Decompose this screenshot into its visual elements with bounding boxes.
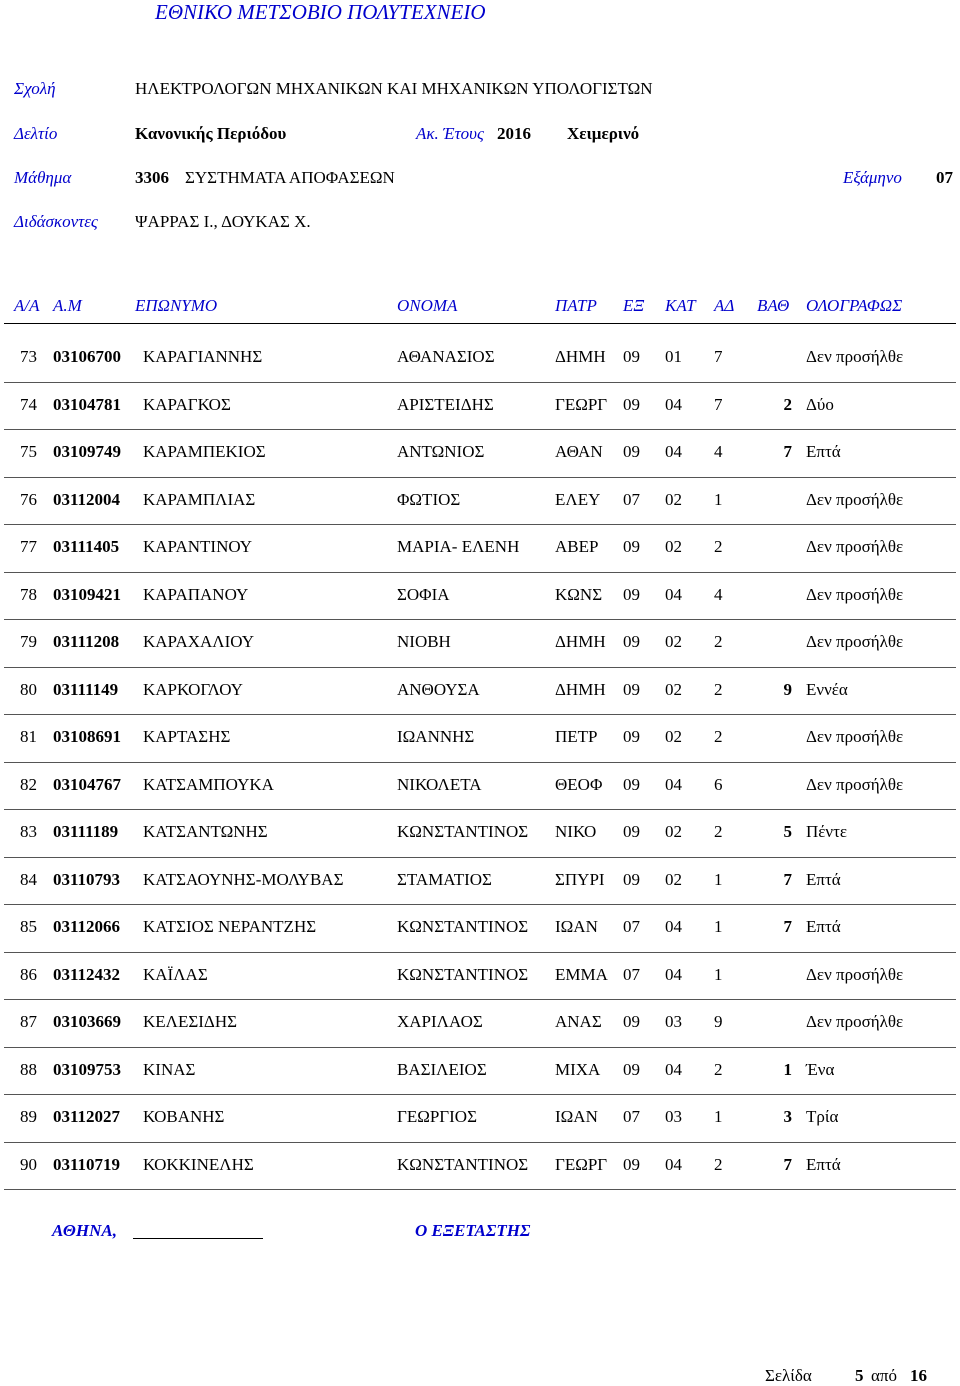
row-patr: ΙΩΑΝ <box>555 917 598 936</box>
table-row <box>0 478 960 526</box>
row-aa: 83 <box>20 822 37 841</box>
row-vath: 7 <box>783 442 792 461</box>
season-value: Χειμερινό <box>567 124 640 143</box>
row-am: 03112066 <box>53 917 121 936</box>
row-words: Ένα <box>806 1059 835 1079</box>
row-words: Δεν προσήλθε <box>806 489 904 509</box>
row-kat: 04 <box>665 394 682 414</box>
row-name: ΜΑΡΙΑ- ΕΛΕΝΗ <box>397 537 520 556</box>
row-aa: 78 <box>20 584 37 604</box>
row-ad: 2 <box>714 822 723 841</box>
row-ad: 2 <box>714 727 723 746</box>
row-ad: 1 <box>714 1107 723 1126</box>
row-name: ΑΝΘΟΥΣΑ <box>397 679 480 699</box>
row-ex: 09 <box>623 584 640 604</box>
row-aa: 77 <box>20 537 37 556</box>
row-patr: ΑΝΑΣ <box>555 1012 602 1031</box>
col-surname: ΕΠΩΝΥΜΟ <box>135 296 218 315</box>
col-patr: ΠΑΤΡ <box>555 296 597 315</box>
table-row <box>0 763 960 811</box>
row-surname: ΚΑΤΣΙΟΣ ΝΕΡΑΝΤΖΗΣ <box>143 917 317 936</box>
row-am: 03108691 <box>53 727 121 746</box>
row-am: 03103669 <box>53 1012 121 1031</box>
row-ex: 09 <box>623 1012 640 1031</box>
row-ex: 09 <box>623 537 640 556</box>
header-divider <box>4 323 956 324</box>
row-aa: 74 <box>20 394 37 414</box>
year-label: Ακ. Έτους <box>416 124 484 143</box>
row-ad: 1 <box>714 489 723 509</box>
table-row <box>0 668 960 716</box>
date-signature-line <box>133 1238 263 1239</box>
row-ad: 7 <box>714 347 723 366</box>
row-ex: 09 <box>623 869 640 889</box>
row-surname: ΚΟΚΚΙΝΕΛΗΣ <box>143 1154 254 1174</box>
table-row <box>0 573 960 621</box>
row-ad: 1 <box>714 964 723 984</box>
course-code: 3306 <box>135 168 169 187</box>
row-words: Δεν προσήλθε <box>806 727 904 746</box>
row-am: 03111208 <box>53 632 120 651</box>
row-ad: 2 <box>714 679 723 699</box>
row-vath: 7 <box>783 869 792 889</box>
row-vath: 1 <box>783 1059 792 1079</box>
row-name: ΒΑΣΙΛΕΙΟΣ <box>397 1059 487 1079</box>
row-am: 03112027 <box>53 1107 121 1126</box>
row-ex: 07 <box>623 1107 640 1126</box>
row-aa: 85 <box>20 917 37 936</box>
row-aa: 81 <box>20 727 37 746</box>
table-row <box>0 905 960 953</box>
row-vath: 9 <box>783 679 792 699</box>
row-surname: ΚΑΡΑΓΚΟΣ <box>143 394 231 414</box>
row-name: ΑΘΑΝΑΣΙΟΣ <box>397 347 495 366</box>
row-surname: ΚΑΤΣΑΝΤΩΝΗΣ <box>143 822 268 841</box>
course-label: Μάθημα <box>14 168 72 187</box>
table-row <box>0 715 960 763</box>
row-words: Δεν προσήλθε <box>806 584 904 604</box>
row-kat: 02 <box>665 727 682 746</box>
row-am: 03104781 <box>53 394 121 414</box>
row-aa: 89 <box>20 1107 37 1126</box>
row-name: ΙΩΑΝΝΗΣ <box>397 727 475 746</box>
row-words: Επτά <box>806 1154 841 1174</box>
row-name: ΚΩΝΣΤΑΝΤΙΝΟΣ <box>397 822 529 841</box>
table-row <box>0 525 960 573</box>
row-ex: 09 <box>623 1154 640 1174</box>
page-of: από <box>871 1366 897 1385</box>
row-ex: 09 <box>623 822 640 841</box>
school-value: ΗΛΕΚΤΡΟΛΟΓΩΝ ΜΗΧΑΝΙΚΩΝ ΚΑΙ ΜΗΧΑΝΙΚΩΝ ΥΠΟΛΟΓΙΣΤΩΝ <box>135 79 653 98</box>
row-surname: ΚΑΪΛΑΣ <box>143 964 208 984</box>
row-ad: 2 <box>714 537 723 556</box>
row-ex: 09 <box>623 632 640 651</box>
row-name: ΑΝΤΩΝΙΟΣ <box>397 442 485 461</box>
row-patr: ΜΙΧΑ <box>555 1059 601 1079</box>
row-kat: 02 <box>665 679 682 699</box>
row-kat: 02 <box>665 537 682 556</box>
row-aa: 86 <box>20 964 37 984</box>
col-name: ΟΝΟΜΑ <box>397 296 458 315</box>
row-name: ΣΤΑΜΑΤΙΟΣ <box>397 869 492 889</box>
footer-examiner: Ο ΕΞΕΤΑΣΤΗΣ <box>415 1221 531 1240</box>
row-words: Δύο <box>806 394 834 414</box>
row-am: 03110719 <box>53 1154 121 1174</box>
table-row <box>0 335 960 383</box>
row-surname: ΚΕΛΕΣΙΔΗΣ <box>143 1012 238 1031</box>
row-divider <box>4 1189 956 1190</box>
row-aa: 87 <box>20 1012 37 1031</box>
row-ex: 09 <box>623 774 640 794</box>
row-ex: 09 <box>623 442 640 461</box>
col-ad: ΑΔ <box>714 296 735 315</box>
row-aa: 73 <box>20 347 37 366</box>
school-label: Σχολή <box>14 79 56 98</box>
row-kat: 03 <box>665 1107 682 1126</box>
row-surname: ΚΑΡΑΜΠΕΚΙΟΣ <box>143 442 266 461</box>
row-surname: ΚΑΡΑΓΙΑΝΝΗΣ <box>143 347 263 366</box>
row-aa: 75 <box>20 442 37 461</box>
row-patr: ΙΩΑΝ <box>555 1107 598 1126</box>
row-am: 03109749 <box>53 442 121 461</box>
table-row <box>0 430 960 478</box>
row-ex: 09 <box>623 394 640 414</box>
university-title: ΕΘΝΙΚΟ ΜΕΤΣΟΒΙΟ ΠΟΛΥΤΕΧΝΕΙΟ <box>155 0 486 24</box>
row-am: 03104767 <box>53 774 121 794</box>
row-am: 03111189 <box>53 822 119 841</box>
col-ex: ΕΞ <box>623 296 645 315</box>
row-name: ΧΑΡΙΛΑΟΣ <box>397 1012 483 1031</box>
row-ex: 09 <box>623 679 640 699</box>
bulletin-value: Κανονικής Περιόδου <box>135 124 287 143</box>
row-ad: 2 <box>714 632 723 651</box>
row-patr: ΝΙΚΟ <box>555 822 597 841</box>
row-kat: 02 <box>665 822 682 841</box>
row-ad: 9 <box>714 1012 723 1031</box>
row-surname: ΚΑΡΑΠΑΝΟΥ <box>143 584 249 604</box>
row-patr: ΕΜΜΑ <box>555 964 608 984</box>
row-kat: 04 <box>665 917 682 936</box>
table-row <box>0 620 960 668</box>
row-surname: ΚΟΒΑΝΗΣ <box>143 1107 225 1126</box>
row-ex: 07 <box>623 964 640 984</box>
table-row <box>0 810 960 858</box>
row-am: 03106700 <box>53 347 121 366</box>
row-words: Επτά <box>806 869 841 889</box>
row-am: 03109753 <box>53 1059 121 1079</box>
row-name: ΓΕΩΡΓΙΟΣ <box>397 1107 477 1126</box>
row-name: ΝΙΚΟΛΕΤΑ <box>397 774 482 794</box>
row-ad: 6 <box>714 774 723 794</box>
row-kat: 04 <box>665 442 682 461</box>
row-ad: 4 <box>714 442 723 461</box>
col-kat: ΚΑΤ <box>665 296 696 315</box>
row-ad: 4 <box>714 584 723 604</box>
row-words: Δεν προσήλθε <box>806 964 904 984</box>
row-am: 03110793 <box>53 869 121 889</box>
col-am: Α.Μ <box>53 296 82 315</box>
row-am: 03112004 <box>53 489 121 509</box>
row-ex: 09 <box>623 347 640 366</box>
teachers-label: Διδάσκοντες <box>14 212 98 231</box>
row-kat: 04 <box>665 584 682 604</box>
row-vath: 3 <box>783 1107 792 1126</box>
row-ex: 07 <box>623 917 640 936</box>
row-ad: 2 <box>714 1059 723 1079</box>
col-words: ΟΛΟΓΡΑΦΩΣ <box>806 296 903 315</box>
row-name: ΣΟΦΙΑ <box>397 584 450 604</box>
row-vath: 7 <box>783 917 792 936</box>
row-surname: ΚΙΝΑΣ <box>143 1059 196 1079</box>
row-patr: ΓΕΩΡΓ <box>555 394 608 414</box>
row-aa: 90 <box>20 1154 37 1174</box>
row-words: Δεν προσήλθε <box>806 537 904 556</box>
row-words: Δεν προσήλθε <box>806 774 904 794</box>
row-ex: 09 <box>623 1059 640 1079</box>
row-words: Επτά <box>806 442 841 461</box>
row-kat: 03 <box>665 1012 682 1031</box>
page-total: 16 <box>910 1366 927 1385</box>
row-am: 03111149 <box>53 679 119 699</box>
row-patr: ΑΘΑΝ <box>555 442 603 461</box>
row-kat: 04 <box>665 1059 682 1079</box>
row-surname: ΚΑΡΑΧΑΛΙΟΥ <box>143 632 254 651</box>
row-aa: 80 <box>20 679 37 699</box>
table-row <box>0 1048 960 1096</box>
row-words: Πέντε <box>806 822 848 841</box>
row-ad: 1 <box>714 869 723 889</box>
row-ad: 2 <box>714 1154 723 1174</box>
row-name: ΑΡΙΣΤΕΙΔΗΣ <box>397 394 494 414</box>
row-name: ΦΩΤΙΟΣ <box>397 489 461 509</box>
table-row <box>0 1095 960 1143</box>
semester-value: 07 <box>936 168 953 187</box>
row-patr: ΠΕΤΡ <box>555 727 598 746</box>
bulletin-label: Δελτίο <box>14 124 58 143</box>
table-row <box>0 383 960 431</box>
row-am: 03111405 <box>53 537 120 556</box>
year-value: 2016 <box>497 124 531 143</box>
row-name: ΚΩΝΣΤΑΝΤΙΝΟΣ <box>397 917 529 936</box>
row-aa: 76 <box>20 489 37 509</box>
row-words: Δεν προσήλθε <box>806 632 904 651</box>
row-aa: 88 <box>20 1059 37 1079</box>
page-current: 5 <box>855 1366 864 1385</box>
row-vath: 2 <box>783 394 792 414</box>
footer-city: ΑΘΗΝΑ, <box>52 1221 117 1240</box>
row-name: ΚΩΝΣΤΑΝΤΙΝΟΣ <box>397 1154 529 1174</box>
course-name: ΣΥΣΤΗΜΑΤΑ ΑΠΟΦΑΣΕΩΝ <box>185 168 395 187</box>
table-row <box>0 953 960 1001</box>
row-patr: ΕΛΕΥ <box>555 489 601 509</box>
row-kat: 04 <box>665 964 682 984</box>
row-words: Επτά <box>806 917 841 936</box>
row-surname: ΚΑΡΑΝΤΙΝΟΥ <box>143 537 253 556</box>
row-surname: ΚΑΡΚΟΓΛΟΥ <box>143 679 243 699</box>
row-ex: 09 <box>623 727 640 746</box>
row-surname: ΚΑΡΤΑΣΗΣ <box>143 727 231 746</box>
row-kat: 02 <box>665 632 682 651</box>
row-patr: ΑΒΕΡ <box>555 537 599 556</box>
row-ad: 7 <box>714 394 723 414</box>
teachers-value: ΨΑΡΡΑΣ Ι., ΔΟΥΚΑΣ Χ. <box>135 212 311 231</box>
row-kat: 04 <box>665 1154 682 1174</box>
table-row <box>0 1000 960 1048</box>
row-patr: ΔΗΜΗ <box>555 632 606 651</box>
row-kat: 02 <box>665 489 682 509</box>
row-words: Εννέα <box>806 679 848 699</box>
row-words: Δεν προσήλθε <box>806 1012 904 1031</box>
row-aa: 82 <box>20 774 37 794</box>
row-kat: 04 <box>665 774 682 794</box>
col-vath: ΒΑΘ <box>757 296 790 315</box>
row-kat: 02 <box>665 869 682 889</box>
col-aa: Α/Α <box>14 296 40 315</box>
row-surname: ΚΑΤΣΑΜΠΟΥΚΑ <box>143 774 274 794</box>
row-surname: ΚΑΡΑΜΠΛΙΑΣ <box>143 489 256 509</box>
row-ad: 1 <box>714 917 723 936</box>
row-name: ΝΙΟΒΗ <box>397 632 451 651</box>
row-words: Δεν προσήλθε <box>806 347 904 366</box>
row-name: ΚΩΝΣΤΑΝΤΙΝΟΣ <box>397 964 529 984</box>
page-label: Σελίδα <box>765 1366 812 1385</box>
row-patr: ΔΗΜΗ <box>555 347 606 366</box>
row-patr: ΔΗΜΗ <box>555 679 606 699</box>
row-aa: 84 <box>20 869 37 889</box>
row-patr: ΘΕΟΦ <box>555 774 603 794</box>
table-row <box>0 1143 960 1191</box>
row-words: Τρία <box>806 1107 839 1126</box>
row-kat: 01 <box>665 347 682 366</box>
row-patr: ΓΕΩΡΓ <box>555 1154 608 1174</box>
row-am: 03109421 <box>53 584 121 604</box>
row-vath: 5 <box>783 822 792 841</box>
row-vath: 7 <box>783 1154 792 1174</box>
row-patr: ΣΠΥΡΙ <box>555 869 605 889</box>
row-patr: ΚΩΝΣ <box>555 584 603 604</box>
row-am: 03112432 <box>53 964 121 984</box>
semester-label: Εξάμηνο <box>843 168 902 187</box>
table-row <box>0 858 960 906</box>
row-surname: ΚΑΤΣΑΟΥΝΗΣ-ΜΟΛΥΒΑΣ <box>143 869 344 889</box>
row-ex: 07 <box>623 489 640 509</box>
row-aa: 79 <box>20 632 37 651</box>
